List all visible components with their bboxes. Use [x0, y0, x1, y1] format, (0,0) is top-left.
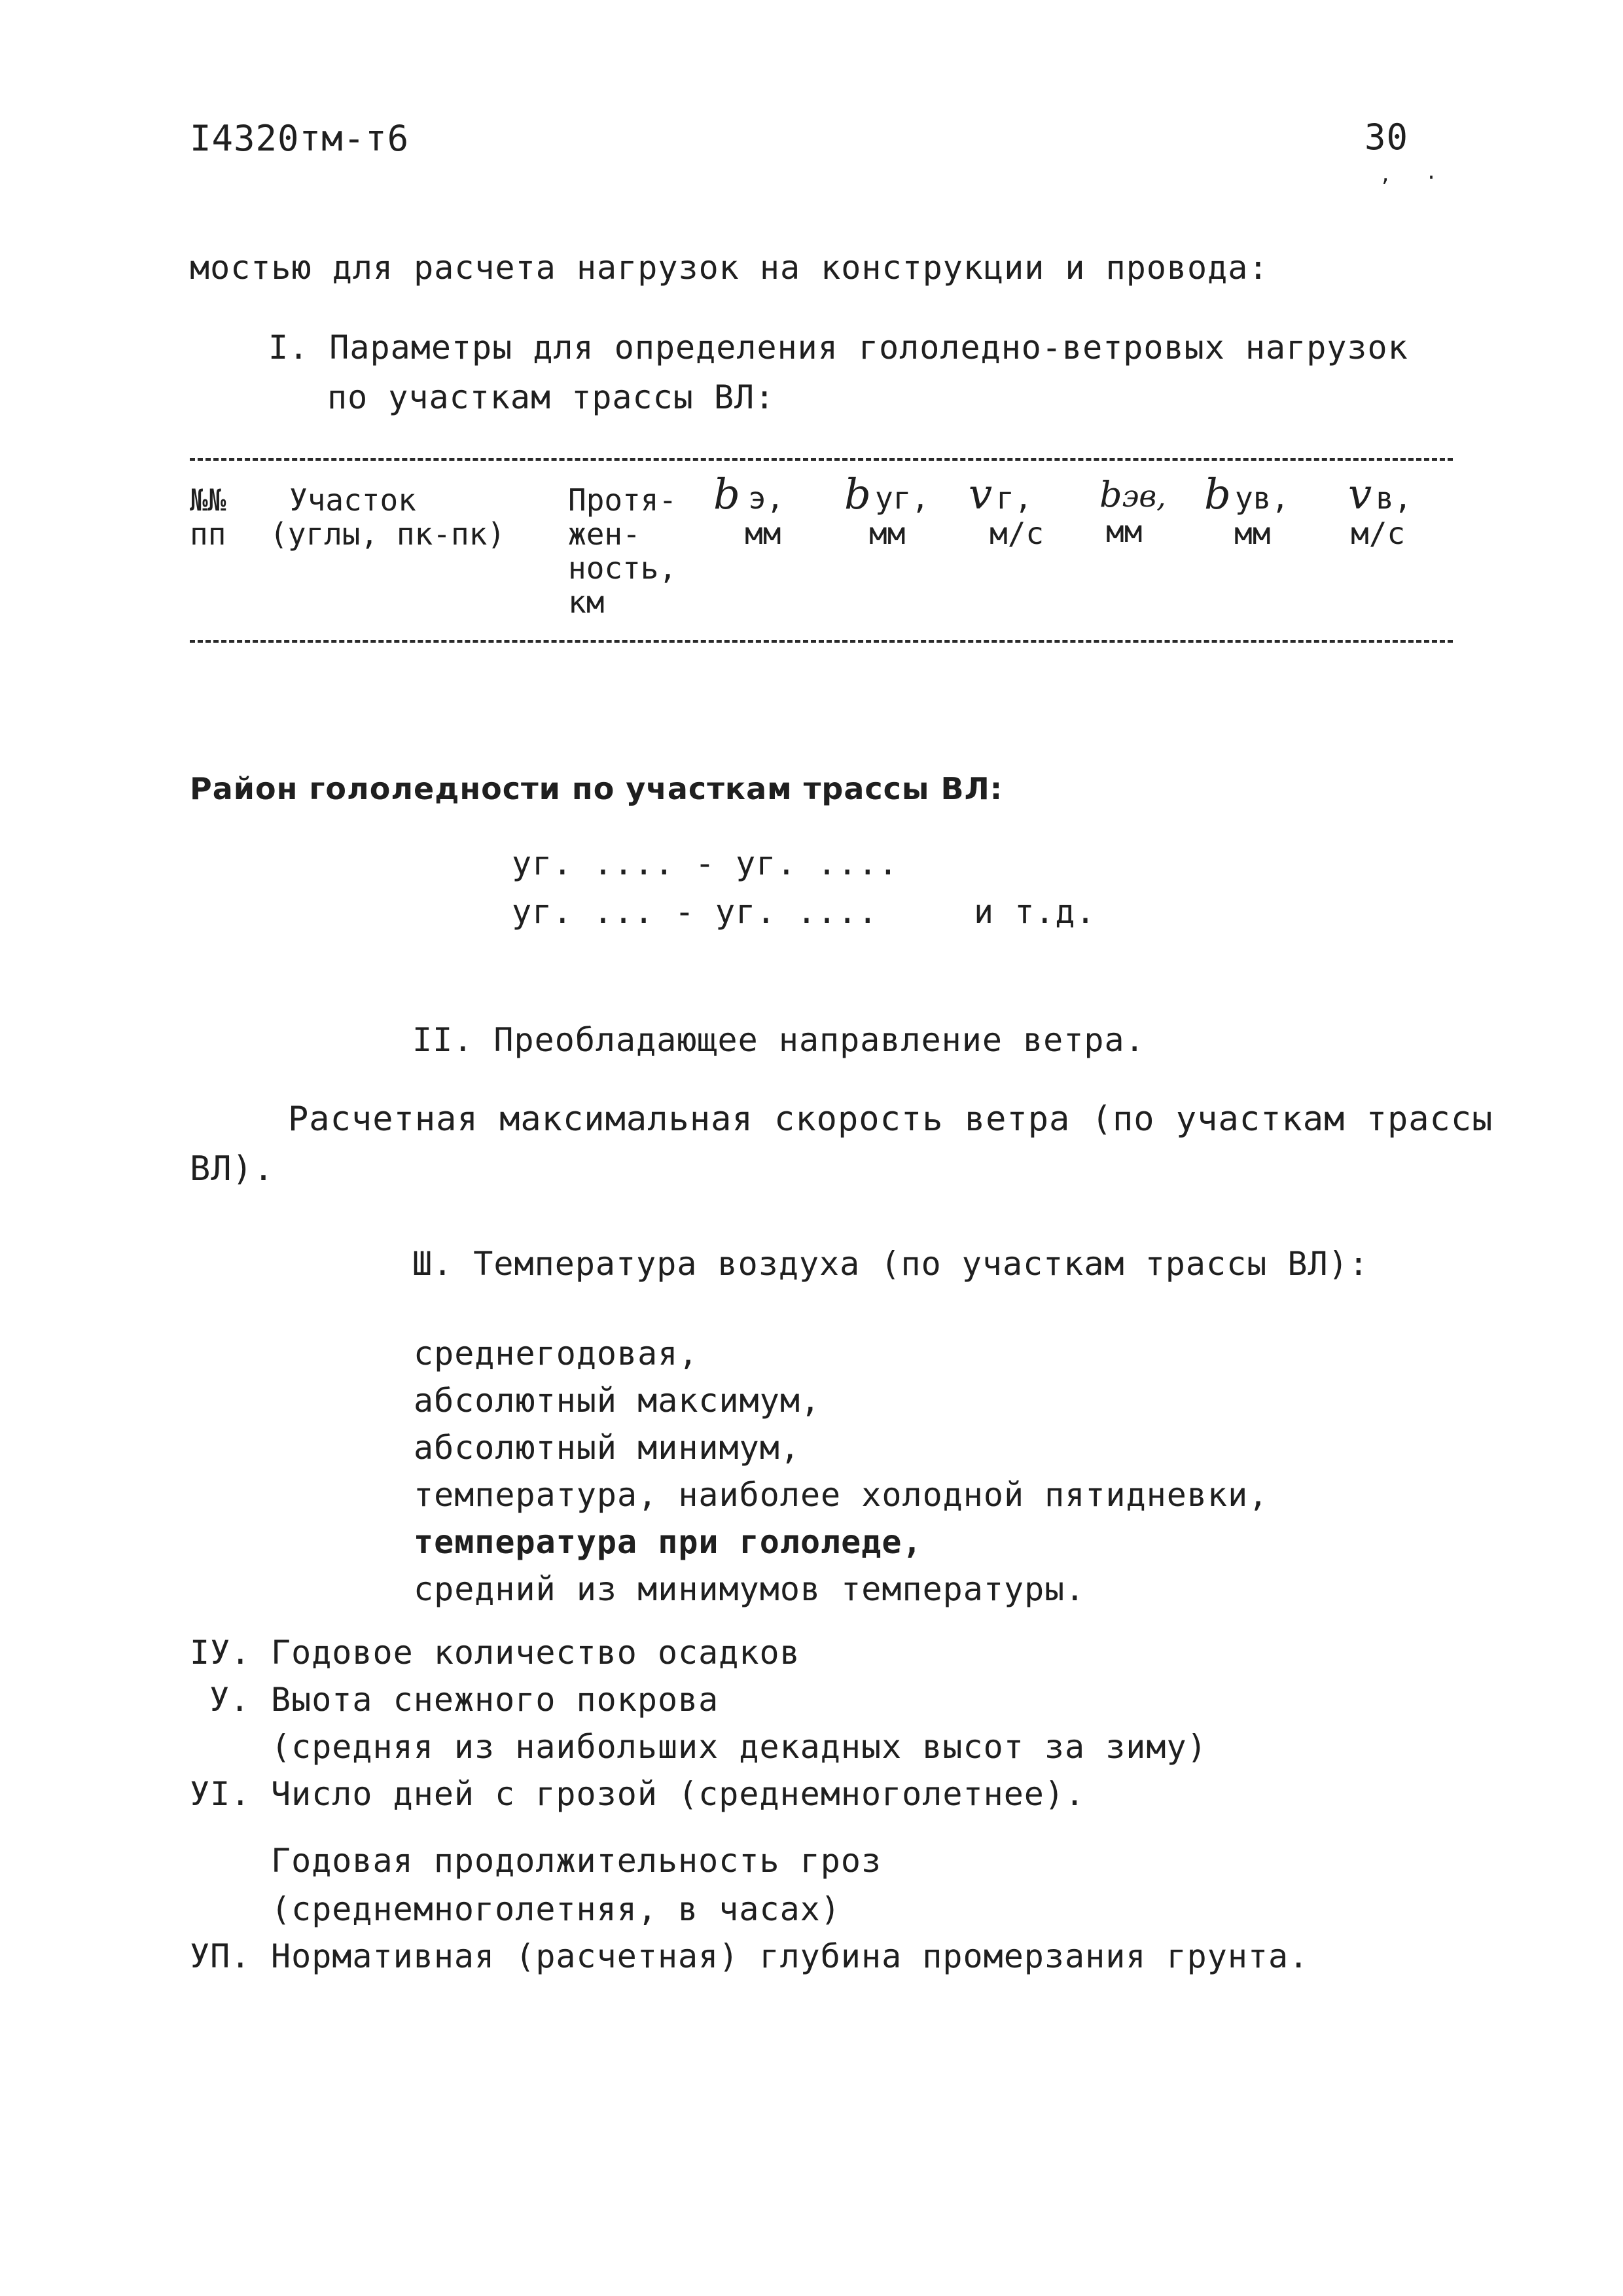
subscript-v: в, — [1376, 480, 1412, 516]
symbol-v: v — [969, 471, 993, 519]
ice-region-range-2: уг. ... - уг. .... — [512, 893, 878, 931]
temperature-item: средний из минимумов температуры. — [414, 1570, 1086, 1608]
wind-speed-line-2: ВЛ). — [190, 1149, 275, 1189]
page-number: 30 — [1364, 117, 1409, 158]
column-v-g — [969, 471, 1044, 551]
symbol-v: v — [1348, 471, 1372, 519]
section-1-subtitle: по участкам трассы ВЛ: — [327, 378, 776, 416]
ice-region-etc: и т.д. — [974, 893, 1096, 931]
subscript-ug: уг, — [874, 480, 930, 516]
column-number — [190, 483, 226, 551]
unit-mm: мм — [745, 516, 781, 551]
column-section-line1: Участок — [289, 482, 416, 518]
column-length — [568, 483, 677, 619]
unit-mm: мм — [869, 516, 906, 551]
unit-mm: мм — [1234, 516, 1271, 551]
subscript-uv: ув, — [1234, 480, 1290, 516]
column-length-line4: км — [568, 584, 605, 620]
column-section-line2: (углы, пк-пк) — [270, 516, 506, 552]
temperature-item: среднегодовая, — [414, 1335, 699, 1372]
temperature-item: температура при гололеде, — [414, 1523, 923, 1561]
section-3-title: Ш. Температура воздуха (по участкам трассы ВЛ): — [412, 1245, 1369, 1283]
section-5-text: Выота снежного покрова — [271, 1681, 719, 1719]
subscript-g: г, — [996, 480, 1033, 516]
section-4-number: IУ. — [190, 1634, 251, 1672]
column-number-line1: №№ — [190, 482, 226, 518]
column-b-e — [713, 471, 785, 551]
temperature-item: абсолютный максимум, — [414, 1382, 821, 1420]
wind-speed-line-1: Расчетная максимальная скорость ветра (по участкам трассы — [288, 1100, 1493, 1139]
symbol-b: b — [1099, 474, 1122, 515]
section-2-title: II. Преобладающее направление ветра. — [412, 1021, 1145, 1059]
thunderstorm-duration-line-1: Годовая продолжительность гроз — [271, 1842, 882, 1880]
section-1-title: I. Параметры для определения гололедно-ветровых нагрузок — [268, 329, 1408, 367]
section-7-number: УП. — [190, 1937, 251, 1975]
column-b-ev — [1099, 474, 1166, 549]
temperature-item: абсолютный минимум, — [414, 1429, 800, 1467]
temperature-item: температура, наиболее холодной пятидневки, — [414, 1476, 1269, 1514]
ice-region-heading: Район гололедности по участкам трассы ВЛ: — [190, 771, 1003, 806]
table-bottom-rule — [190, 640, 1453, 643]
unit-m-s: м/с — [1351, 516, 1406, 551]
column-b-uv — [1204, 471, 1290, 551]
section-4-text: Годовое количество осадков — [271, 1634, 800, 1672]
scan-mark: , — [1380, 164, 1392, 187]
section-5-text-2: (средняя из наибольших декадных высот за зиму) — [271, 1728, 1207, 1766]
unit-m-s: м/с — [990, 516, 1044, 551]
symbol-b: b — [1204, 471, 1231, 519]
column-length-line2: жен- — [568, 516, 641, 552]
section-6-text: Число дней с грозой (среднемноголетнее). — [271, 1775, 1086, 1813]
symbol-b: b — [713, 471, 740, 519]
subscript-ev: эв, — [1122, 478, 1166, 514]
symbol-b: b — [844, 471, 871, 519]
column-section — [270, 483, 505, 551]
ice-region-range-1: уг. .... - уг. .... — [512, 844, 899, 882]
column-b-ug — [844, 471, 930, 551]
column-length-line1: Протя- — [568, 482, 677, 518]
intro-line: мостью для расчета нагрузок на конструкции и провода: — [190, 249, 1269, 287]
temperature-list — [414, 1330, 1268, 1613]
unit-mm: мм — [1106, 514, 1143, 549]
table-top-rule — [190, 458, 1453, 461]
subscript-e: э, — [747, 480, 785, 516]
column-v-v — [1348, 471, 1412, 551]
column-number-line2: пп — [190, 516, 226, 552]
section-6-number: УI. — [190, 1775, 251, 1813]
section-7-text: Нормативная (расчетная) глубина промерзания грунта. — [271, 1937, 1310, 1975]
document-code: I4320тм-т6 — [190, 118, 410, 159]
column-length-line3: ность, — [568, 550, 677, 586]
section-5-number: У. — [209, 1681, 251, 1719]
scan-mark: . — [1425, 161, 1438, 184]
thunderstorm-duration-line-2: (среднемноголетняя, в часах) — [271, 1890, 841, 1928]
